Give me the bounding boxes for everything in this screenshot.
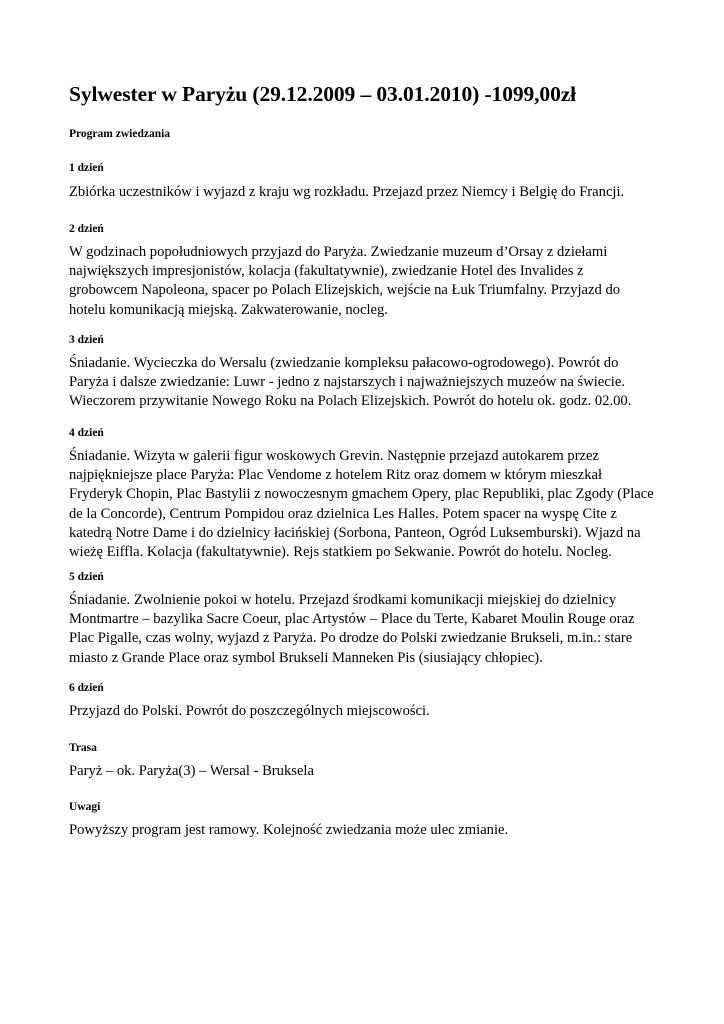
day-2-line-1: W godzinach popołudniowych przyjazd do Paryża. Zwiedzanie muzeum d’Orsay z dziełami [69,244,608,260]
day-2-label: 2 dzień [69,223,104,235]
day-5-line-3: Plac Pigalle, czas wolny, wyjazd z Paryża. Po drodze do Polski zwiedzanie Brukseli, m.in.: stare [69,630,633,647]
day-1-line-1: Zbiórka uczestników i wyjazd z kraju wg rozkładu. Przejazd przez Niemcy i Belgię do Francji. [69,184,625,200]
program-heading: Program zwiedzania [69,128,171,140]
day-3-line-1: Śniadanie. Wycieczka do Wersalu (zwiedzanie kompleksu pałacowo-ogrodowego). Powrót do [69,355,619,371]
day-2-description [69,243,659,320]
day-1-label: 1 dzień [69,162,104,174]
day-4-line-6: wieżę Eiffla. Kolacja (fakultatywnie). Rejs statkiem po Sekwanie. Powrót do hotelu. Nocleg. [69,544,612,561]
day-5-line-4: miasto z Grande Place oraz symbol Brukseli Manneken Pis (siusiający chłopiec). [69,649,543,666]
notes-line: Powyższy program jest ramowy. Kolejność zwiedzania może ulec zmianie. [69,822,509,838]
route-text [69,762,659,781]
day-4-line-3: Fryderyk Chopin, Plac Bastylii z nowoczesnym gmachem Opery, plac Republiki, plac Zgody (Place [69,486,654,503]
day-5-label: 5 dzień [69,571,104,583]
notes-text [69,821,659,840]
day-3-line-3: Wieczorem przywitanie Nowego Roku na Polach Elizejskich. Powrót do hotelu ok. godz. 02.00. [69,393,632,410]
day-3-line-2: Paryża i dalsze zwiedzanie: Luwr - jedno z najstarszych i najważniejszych muzeów na świecie. [69,374,625,391]
route-label: Trasa [69,742,97,754]
day-2-line-3: grobowcem Napoleona, spacer po Polach Elizejskich, wejście na Łuk Triumfalny. Przyjazd do [69,282,621,299]
day-6-line-1: Przyjazd do Polski. Powrót do poszczególnych miejscowości. [69,703,430,719]
day-5-line-1: Śniadanie. Zwolnienie pokoi w hotelu. Przejazd środkami komunikacji miejskiej do dzielnicy [69,592,617,608]
day-6-description [69,702,659,721]
day-4-label: 4 dzień [69,427,104,439]
day-2-line-2: największych impresjonistów, kolacja (fakultatywnie), zwiedzanie Hotel des Invalides z [69,263,584,280]
document-title: Sylwester w Paryżu (29.12.2009 – 03.01.2010) -1099,00zł [69,82,577,106]
day-4-line-4: de la Concorde), Centrum Pompidou oraz dzielnica Les Halles. Potem spacer na wyspę Cite z [69,505,617,522]
day-5-description [69,591,659,668]
day-4-line-1: Śniadanie. Wizyta w galerii figur woskowych Grevin. Następnie przejazd autokarem przez [69,448,599,464]
day-3-description [69,354,659,412]
notes-label: Uwagi [69,801,101,813]
day-5-line-2: Montmartre – bazylika Sacre Coeur, plac Artystów – Place du Terte, Kabaret Moulin Rouge oraz [69,611,635,628]
day-1-description [69,183,659,202]
route-line: Paryż – ok. Paryża(3) – Wersal - Bruksela [69,763,314,779]
day-3-label: 3 dzień [69,334,104,346]
day-6-label: 6 dzień [69,682,104,694]
day-4-line-2: najpiękniejsze place Paryża: Plac Vendome z hotelem Ritz oraz domem w którym mieszkał [69,467,603,484]
day-2-line-4: hotelu komunikacją miejską. Zakwaterowanie, nocleg. [69,301,388,318]
day-4-line-5: katedrą Notre Dame i do dzielnicy łacińskiej (Sorbona, Panteon, Ogród Luksemburski). Wjazd na [69,524,641,541]
day-4-description [69,447,659,562]
